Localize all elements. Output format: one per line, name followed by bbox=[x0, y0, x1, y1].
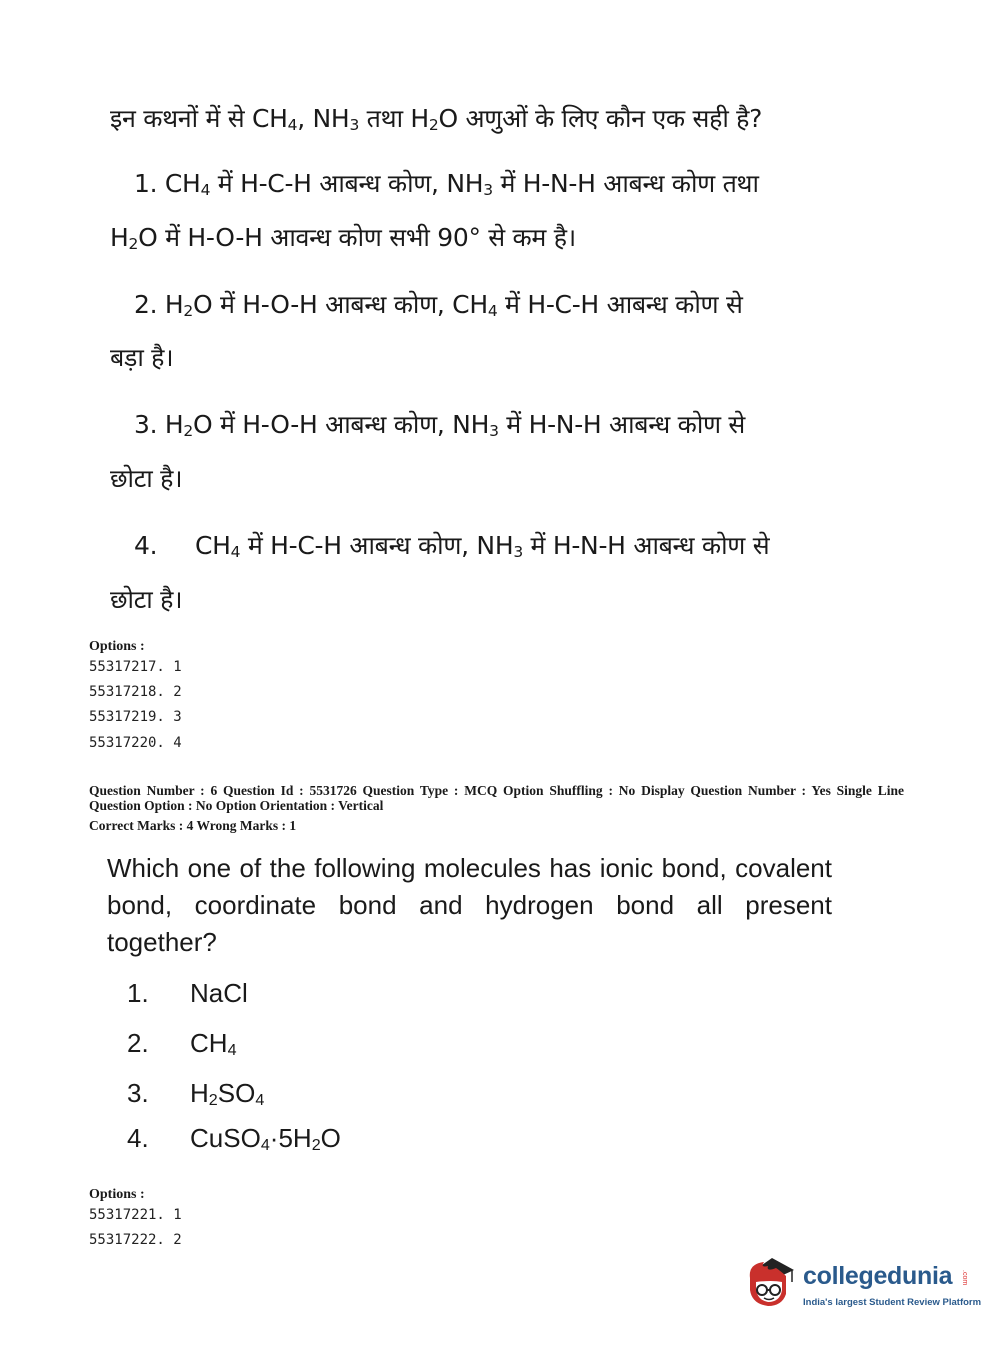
mascot-logo-icon bbox=[742, 1250, 802, 1312]
q6-meta: Question Number : 6 Question Id : 5531726 Question Type : MCQ Option Shuffling : No Display Question Number : Yes Single Line Question Option : No Option Orientation : Vertical bbox=[89, 783, 904, 813]
q6-option-2: 55317222. 2 bbox=[89, 1232, 182, 1248]
q6-marks: Correct Marks : 4 Wrong Marks : 1 bbox=[89, 818, 297, 833]
q6-choice-4-number: 4. bbox=[127, 1123, 149, 1153]
q6-choice-3: $H_2SO_4$ bbox=[190, 1078, 265, 1110]
q6-question: Which one of the following molecules has ionic bond, covalent bond, coordinate bond and hydrogen bond all present together? bbox=[107, 853, 832, 957]
q6-choice-4: $CuSO_4\cdot 5H_2O$ bbox=[190, 1123, 341, 1155]
q5-statement-1-line-1: 1. $CH_4$ में H-C-H आबन्ध कोण, $NH_3$ में H-N-H आबन्ध कोण तथा bbox=[134, 169, 759, 200]
q5-question: इन कथनों में से $CH_4$, $NH_3$ तथा $H_2O$ अणुओं के लिए कौन एक सही है? bbox=[110, 104, 763, 135]
q5-option-1: 55317217. 1 bbox=[89, 659, 182, 675]
q6-choice-2-number: 2. bbox=[127, 1028, 149, 1058]
logo-tagline: India's largest Student Review Platform bbox=[803, 1297, 982, 1308]
logo-dotcom: .com bbox=[961, 1270, 968, 1286]
q6-choice-3-number: 3. bbox=[127, 1078, 149, 1108]
q6-choice-2: $CH_4$ bbox=[190, 1028, 237, 1060]
q5-statement-2-line-2: बड़ा है। bbox=[110, 343, 174, 372]
logo-wordmark: collegedunia bbox=[803, 1262, 953, 1290]
q6-choice-1: NaCl bbox=[190, 978, 248, 1008]
q6-options-label: Options : bbox=[89, 1187, 145, 1202]
q5-options-label: Options : bbox=[89, 639, 145, 654]
q6-choice-1-number: 1. bbox=[127, 978, 149, 1008]
q5-option-3: 55317219. 3 bbox=[89, 709, 182, 725]
q5-statement-1-line-2: $H_2O$ में H-O-H आवन्ध कोण सभी 90° से कम है। bbox=[110, 223, 576, 254]
q5-option-4: 55317220. 4 bbox=[89, 735, 182, 751]
q5-option-2: 55317218. 2 bbox=[89, 684, 182, 700]
q5-statement-4-number: 4. bbox=[134, 531, 158, 560]
q5-statement-3-line-2: छोटा है। bbox=[110, 464, 183, 493]
q5-statement-4-line-1: $CH_4$ में H-C-H आबन्ध कोण, $NH_3$ में H-N-H आबन्ध कोण से bbox=[195, 531, 770, 562]
q6-option-1: 55317221. 1 bbox=[89, 1207, 182, 1223]
q5-statement-4-line-2: छोटा है। bbox=[110, 585, 183, 614]
q5-statement-3-line-1: 3. $H_2O$ में H-O-H आबन्ध कोण, $NH_3$ में H-N-H आबन्ध कोण से bbox=[134, 410, 746, 441]
q5-statement-2-line-1: 2. $H_2O$ में H-O-H आबन्ध कोण, $CH_4$ में H-C-H आबन्ध कोण से bbox=[134, 290, 743, 321]
